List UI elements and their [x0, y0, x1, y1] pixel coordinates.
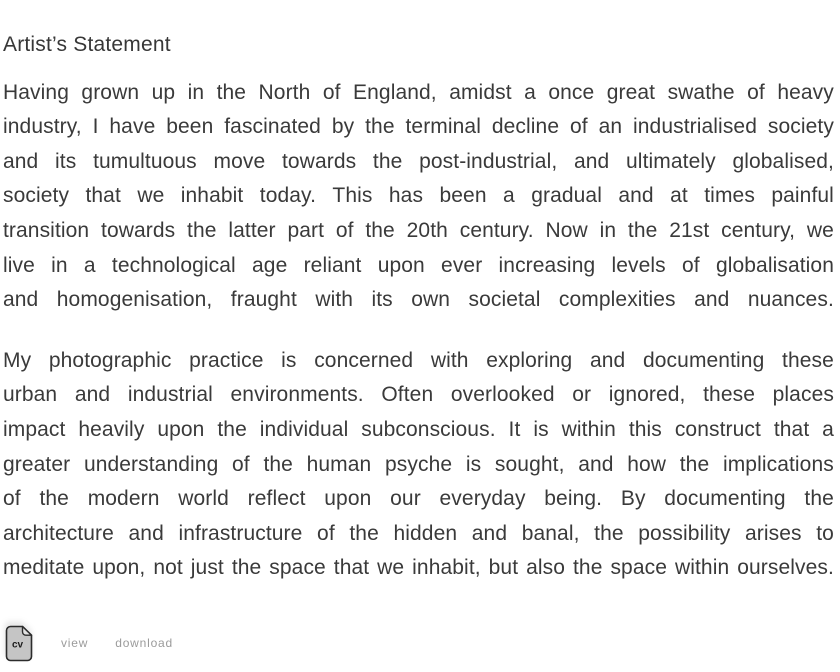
text-line: urban and industrial environments. Often overlooked or ignored, these places — [3, 383, 834, 407]
text-line: greater understanding of the human psyche is sought, and how the implications — [3, 452, 834, 476]
text-line: transition towards the latter part of the 20th century. Now in the 21st century, we — [3, 218, 834, 242]
cv-download-link[interactable]: download — [115, 636, 173, 651]
paragraph — [3, 344, 834, 586]
text-line: and its tumultuous move towards the post-industrial, and ultimately globalised, — [3, 149, 834, 173]
paragraph — [3, 76, 834, 318]
cv-document-icon — [5, 625, 33, 662]
cv-view-link[interactable]: view — [61, 636, 89, 651]
text-line: and homogenisation, fraught with its own societal complexities and nuances. — [3, 288, 834, 312]
cv-file-icon[interactable] — [5, 625, 33, 662]
cv-bar — [3, 625, 834, 662]
text-line: impact heavily upon the individual subconscious. It is within this construct that a — [3, 417, 834, 441]
text-line: My photographic practice is concerned with exploring and documenting these — [3, 348, 834, 372]
text-line: Having grown up in the North of England, amidst a once great swathe of heavy — [3, 80, 834, 104]
text-line: architecture and infrastructure of the hidden and banal, the possibility arises to — [3, 521, 834, 545]
statement-body — [3, 76, 834, 586]
text-line: of the modern world reflect upon our everyday being. By documenting the — [3, 487, 834, 511]
text-line: live in a technological age reliant upon ever increasing levels of globalisation — [3, 253, 834, 277]
cv-icon-label: cv — [11, 639, 24, 651]
text-line: meditate upon, not just the space that we inhabit, but also the space within ourselves. — [3, 556, 834, 580]
page-title: Artist’s Statement — [3, 33, 171, 56]
text-line: society that we inhabit today. This has been a gradual and at times painful — [3, 184, 834, 208]
text-line: industry, I have been fascinated by the terminal decline of an industrialised society — [3, 115, 834, 139]
